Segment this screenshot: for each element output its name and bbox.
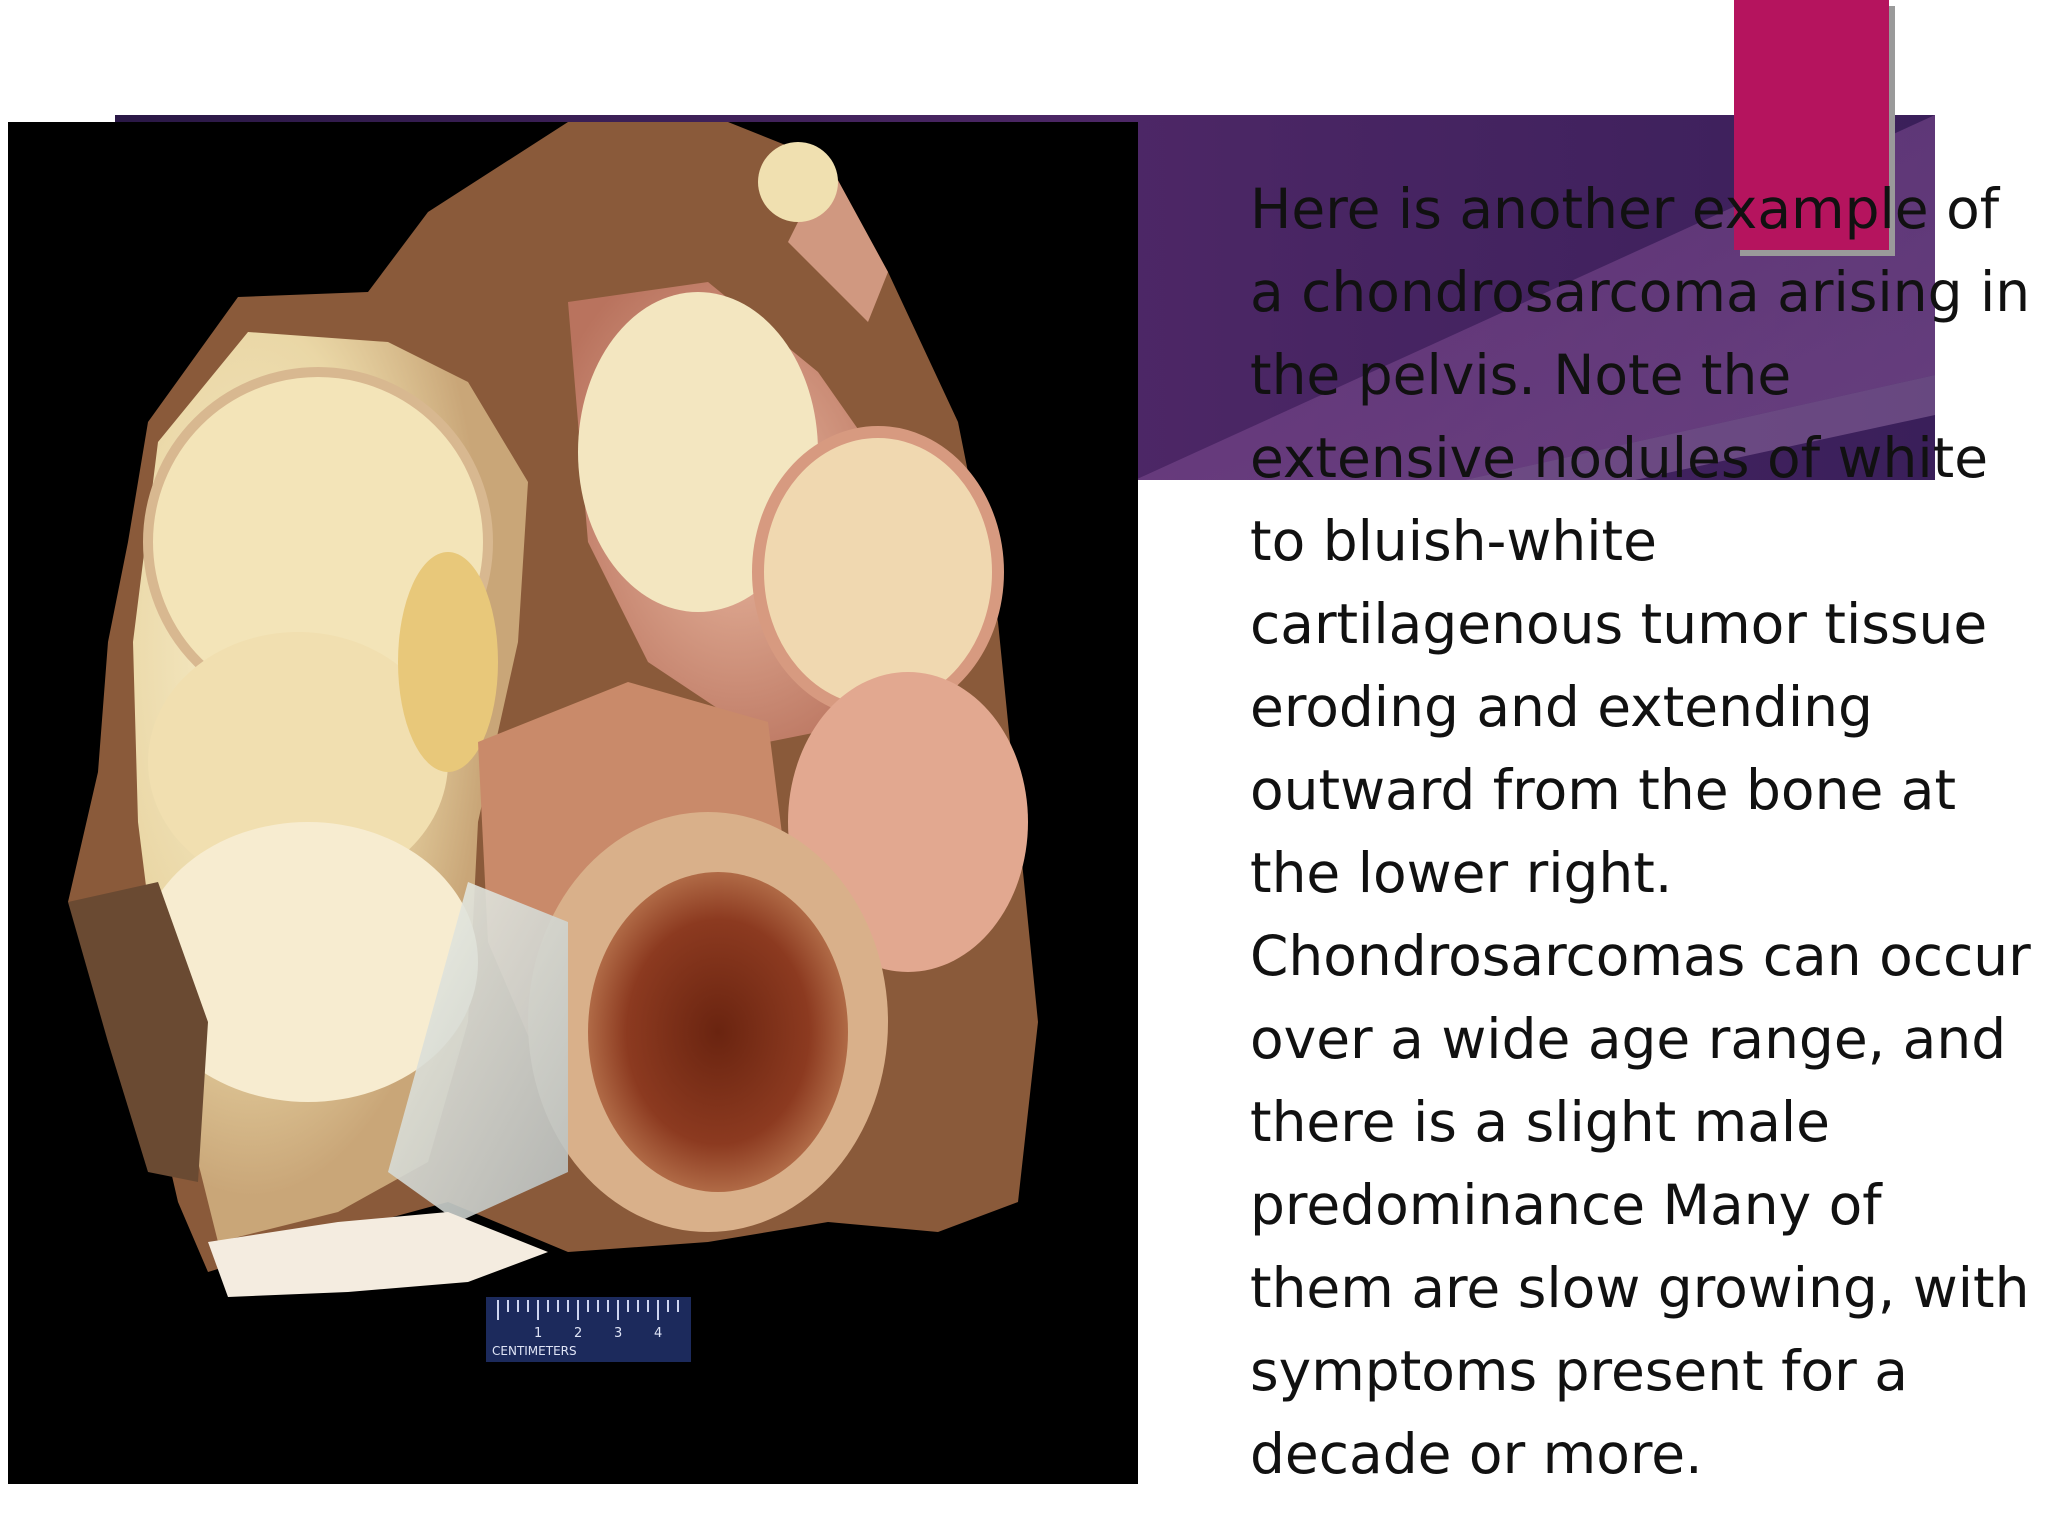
slide-body-text: Here is another example of a chondrosarcoma arising in the pelvis. Note the extensive nodules of white to bluish-white cartilagenous tumor tissue eroding and extending outward from the bone at the lower right. Chondrosarcomas can occur over a wide age range, and there is a slight male predominance Many of them are slow growing, with symptoms present for a decade or more.: [1250, 177, 2031, 1486]
ruler-label: CENTIMETERS: [492, 1344, 577, 1358]
ruler-number-1: 1: [534, 1326, 543, 1341]
ruler-number-2: 2: [574, 1326, 583, 1341]
ruler-number-3: 3: [614, 1326, 623, 1341]
ruler-number-4: 4: [654, 1326, 663, 1341]
specimen-photo: [8, 122, 1138, 1484]
